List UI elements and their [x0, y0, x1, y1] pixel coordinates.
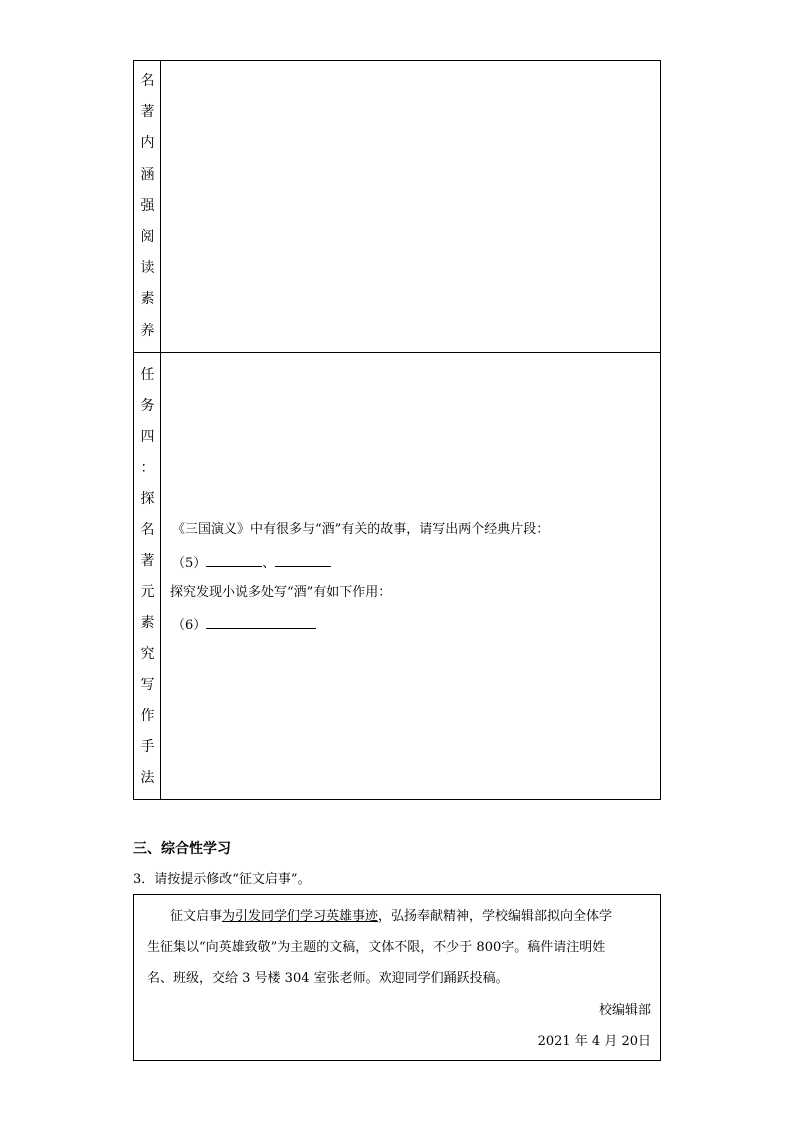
notice-line-2: 生征集以“向英雄致敬”为主题的文稿，文体不限，不少于 800字。稿件请注明姓: [147, 940, 606, 955]
question-prompt: 《三国演义》中有很多与“酒”有关的故事，请写出两个经典片段：: [172, 522, 550, 537]
reading-task-table: [133, 60, 661, 800]
q5-answer-blank-1[interactable]: [206, 554, 262, 567]
header-char: 写: [140, 677, 155, 693]
header-char: 法: [140, 770, 155, 786]
explore-prompt: 探究发现小说多处写“酒”有如下作用：: [170, 585, 392, 600]
header-char: 素: [140, 291, 155, 308]
notice-line-3: 名、班级，交给 3 号楼 304 室张老师。欢迎同学们踊跃投稿。: [147, 971, 509, 986]
q5-label: （5）: [172, 556, 207, 571]
header-char: 阅: [140, 229, 155, 245]
section-heading: 三、综合性学习: [133, 841, 231, 857]
header-char: 名: [140, 73, 155, 89]
header-char: 四: [140, 429, 155, 445]
q6-label: （6）: [172, 618, 207, 633]
header-char: 著: [140, 104, 155, 121]
header-char: 探: [140, 491, 155, 507]
header-char: 作: [140, 708, 155, 724]
table-row-divider: [133, 352, 661, 353]
notice-signature: 校编辑部: [598, 1003, 651, 1018]
header-char: 素: [140, 615, 155, 631]
header-char: ：: [140, 460, 155, 476]
q6-answer-blank[interactable]: [206, 616, 316, 629]
notice-title: 征文启事: [170, 909, 223, 924]
header-char: 名: [140, 522, 155, 538]
header-char: 务: [140, 398, 155, 414]
header-char: 强: [140, 197, 155, 214]
notice-line-1-rest: ，弘扬奉献精神，学校编辑部拟向全体学: [378, 909, 613, 924]
notice-date: 2021 年 4 月 20日: [537, 1034, 651, 1049]
section-question: 3．请按提示修改“征文启事”。: [133, 872, 311, 887]
q5-answer-blank-2[interactable]: [275, 554, 331, 567]
header-char: 任: [140, 367, 155, 383]
header-char: 涵: [140, 166, 155, 183]
header-char: 养: [140, 322, 155, 339]
header-char: 著: [140, 553, 155, 569]
q5-separator: 、: [262, 556, 276, 571]
header-char: 究: [140, 646, 155, 662]
header-char: 元: [140, 584, 155, 600]
notice-underlined-phrase: 为引发同学们学习英雄事迹: [222, 909, 379, 924]
notice-line-1: [170, 909, 612, 925]
header-char: 内: [140, 135, 155, 152]
header-char: 读: [140, 260, 155, 277]
question-6: [172, 616, 316, 634]
header-char: 手: [140, 739, 155, 755]
question-5: [172, 554, 331, 572]
